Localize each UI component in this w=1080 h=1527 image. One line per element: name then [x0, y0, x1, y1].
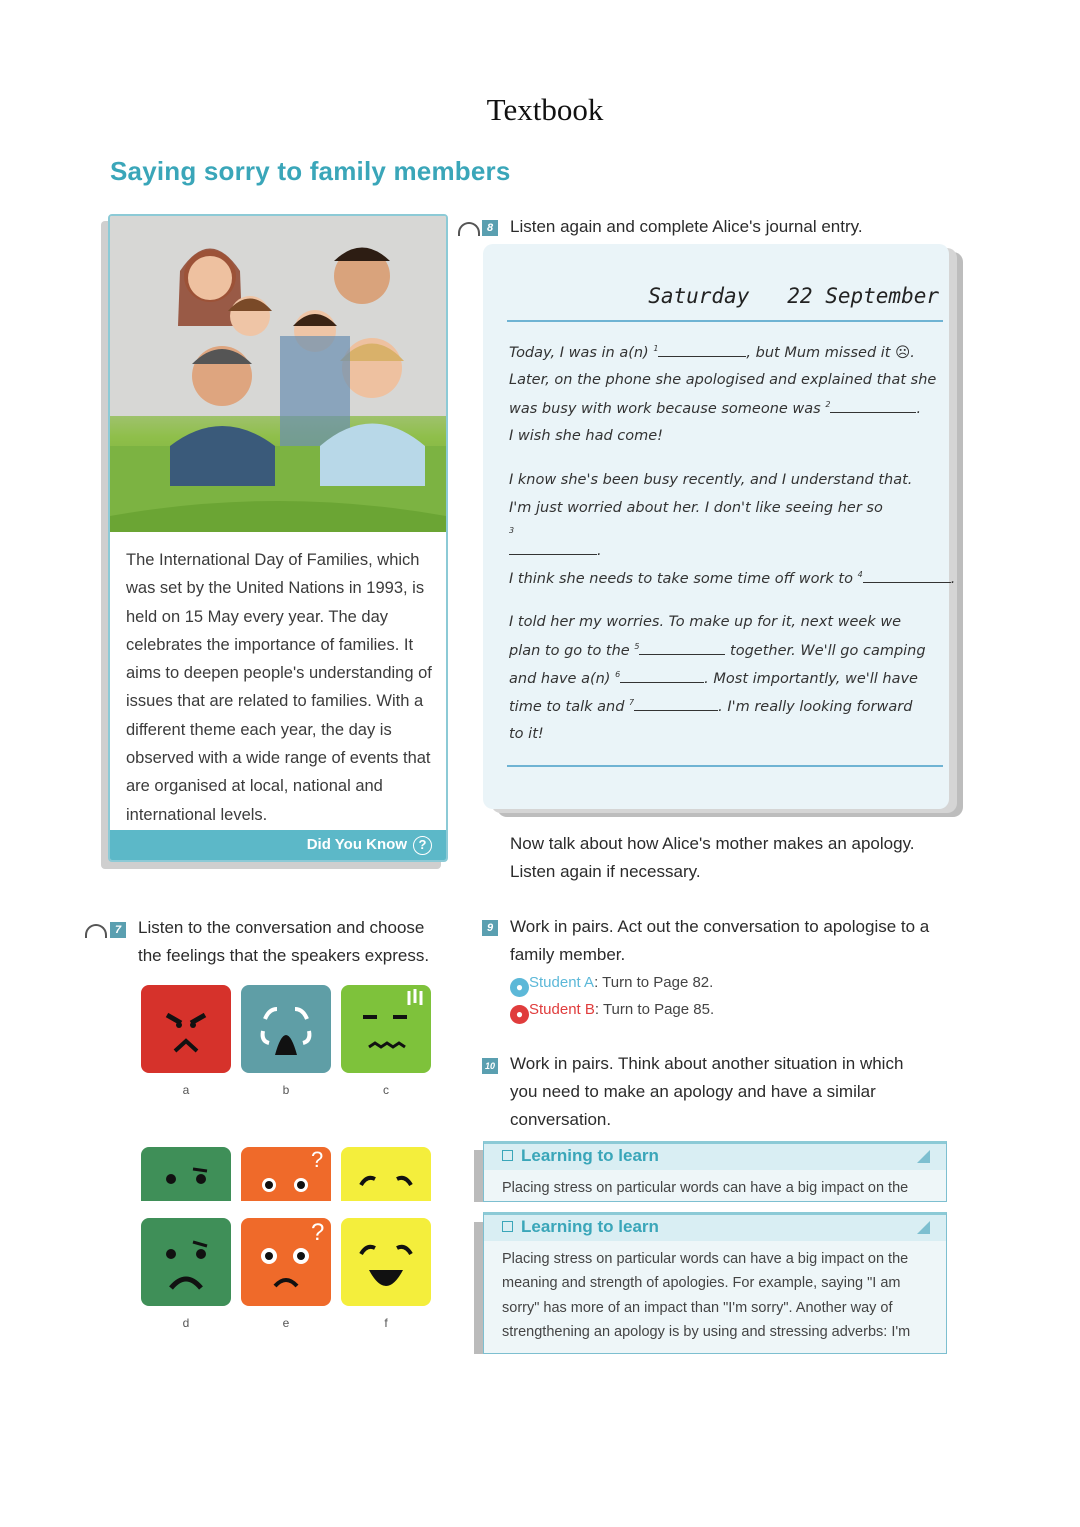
- face-label-f: f: [384, 1316, 388, 1330]
- journal-line: I told her my worries. To make up for it, next week we: [509, 614, 902, 630]
- did-you-know-footer: [110, 830, 446, 860]
- exercise-8-followup-1: Now talk about how Alice's mother makes an apology.: [510, 834, 915, 853]
- journal-footer-rule: [507, 765, 943, 767]
- learning-box-body: [484, 1241, 946, 1344]
- student-b-row: [510, 1001, 714, 1024]
- journal-line: I wish she had come!: [509, 428, 663, 444]
- student-b-label: Student B: [529, 1001, 595, 1018]
- answer-blank-1[interactable]: [658, 345, 746, 357]
- answer-blank-7[interactable]: [634, 699, 718, 711]
- exercise-10-instruction-3: conversation.: [510, 1110, 612, 1129]
- learning-box-line: sorry" has more of an impact than "I'm sorry". Another way of: [502, 1299, 893, 1316]
- student-icon: ●: [510, 978, 529, 997]
- corner-triangle-icon: [917, 1150, 930, 1163]
- journal-line: and have a(n) $^6$ . Most importantly, we'll have: [509, 670, 918, 687]
- checkbox-icon: [502, 1221, 513, 1232]
- confused-face-strip: [241, 1147, 331, 1201]
- section-title: Saying sorry to family members: [110, 156, 511, 186]
- journal-line: Today, I was in a(n) $^1$ , but Mum missed it ☹.: [509, 344, 915, 361]
- confused-face-icon[interactable]: [241, 1218, 331, 1306]
- angry-face-icon[interactable]: [141, 985, 231, 1073]
- face-label-e: e: [282, 1316, 290, 1330]
- answer-blank-3[interactable]: [509, 543, 597, 555]
- journal-line: I'm just worried about her. I don't like seeing her so: [509, 500, 883, 516]
- learning-box-line: Placing stress on particular words can have a big impact on the: [502, 1251, 909, 1267]
- family-photo: [110, 216, 446, 532]
- journal-header-rule: [507, 320, 943, 322]
- journal-line: I think she needs to take some time off work to $^4$ .: [509, 570, 956, 587]
- checkbox-icon: [502, 1150, 513, 1161]
- journal-date: [648, 284, 939, 308]
- answer-blank-5[interactable]: [639, 643, 725, 655]
- learning-box-line: strengthening an apology is by using and stressing adverbs: I'm: [502, 1323, 911, 1340]
- face-label-d: d: [182, 1316, 190, 1330]
- learning-box-text: Placing stress on particular words can have a big impact on the: [502, 1180, 909, 1196]
- exercise-9-number: 9: [482, 920, 498, 936]
- answer-blank-4[interactable]: [863, 571, 951, 583]
- headphones-icon: [85, 924, 107, 938]
- page-title: Textbook: [486, 92, 604, 127]
- student-a-label: Student A: [529, 974, 595, 991]
- exercise-7-number: 7: [110, 922, 126, 938]
- journal-entry: [483, 244, 956, 809]
- journal-date-text: 22 September: [787, 284, 939, 308]
- learning-box-line: meaning and strength of apologies. For example, saying "I am: [502, 1275, 901, 1292]
- face-label-b: b: [282, 1083, 290, 1097]
- journal-line: I know she's been busy recently, and I understand that.: [509, 472, 913, 488]
- svg-text:?: ?: [311, 1147, 324, 1172]
- exercise-9-instruction-1: Work in pairs. Act out the conversation to apologise to a: [510, 917, 930, 936]
- box-shadow: [474, 1222, 483, 1354]
- learning-to-learn-box: [483, 1212, 947, 1354]
- exercise-7-instruction-1: Listen to the conversation and choose: [138, 918, 425, 937]
- question-mark-icon: ?: [413, 836, 432, 855]
- exercise-9-instruction-2: family member.: [510, 945, 626, 964]
- exercise-8-followup-2: Listen again if necessary.: [510, 862, 701, 881]
- did-you-know-text: The International Day of Families, which was set by the United Nations in 1993, is held on 15 May every year. The day celebrates the importance of families. It aims to deepen people's understanding of issues that are related to families. With a different theme each year, the day is observed with a wide range of events that are organised at local, national and international levels.: [126, 551, 432, 824]
- exercise-10-instruction-1: Work in pairs. Think about another situation in which: [510, 1054, 904, 1073]
- svg-text:?: ?: [311, 1219, 325, 1246]
- answer-blank-2[interactable]: [830, 401, 916, 413]
- journal-line: time to talk and $^7$ . I'm really looking forward: [509, 698, 913, 715]
- face-label-c: c: [383, 1083, 389, 1097]
- face-label-a: a: [182, 1083, 190, 1097]
- exercise-8-instruction: Listen again and complete Alice's journal entry.: [510, 217, 863, 236]
- learning-box-header: [484, 1144, 946, 1170]
- exercise-8-number: 8: [482, 220, 498, 236]
- learning-to-learn-box-clipped: [483, 1141, 947, 1202]
- student-a-row: [510, 974, 713, 997]
- did-you-know-label: Did You Know: [306, 836, 407, 853]
- journal-line: was busy with work because someone was $^2$ .: [509, 400, 922, 417]
- journal-line: plan to go to the $^5$ together. We'll go camping: [509, 642, 926, 659]
- answer-blank-6[interactable]: [620, 671, 704, 683]
- exercise-10-instruction-2: you need to make an apology and have a similar: [510, 1082, 876, 1101]
- worried-face-strip: [141, 1147, 231, 1201]
- bored-face-icon[interactable]: [341, 985, 431, 1073]
- learning-box-header: [484, 1215, 946, 1241]
- student-icon: ●: [510, 1005, 529, 1024]
- journal-line: Later, on the phone she apologised and explained that she: [509, 372, 937, 388]
- journal-day: Saturday: [648, 284, 750, 308]
- learning-box-title: Learning to learn: [521, 1217, 659, 1236]
- student-a-text: : Turn to Page 82.: [594, 974, 714, 991]
- journal-line: to it!: [509, 726, 544, 742]
- exercise-10-number: 10: [482, 1058, 498, 1074]
- journal-line: $^3$ .: [509, 526, 602, 559]
- box-shadow: [474, 1150, 483, 1202]
- learning-box-title: Learning to learn: [521, 1146, 659, 1165]
- did-you-know-card: [108, 214, 448, 862]
- headphones-icon: [458, 222, 480, 236]
- happy-face-strip: [341, 1147, 431, 1201]
- exercise-7-instruction-2: the feelings that the speakers express.: [138, 946, 430, 965]
- student-b-text: : Turn to Page 85.: [594, 1001, 715, 1018]
- corner-triangle-icon: [917, 1221, 930, 1234]
- happy-face-icon[interactable]: [341, 1218, 431, 1306]
- worried-face-icon[interactable]: [141, 1218, 231, 1306]
- crying-face-icon[interactable]: [241, 985, 331, 1073]
